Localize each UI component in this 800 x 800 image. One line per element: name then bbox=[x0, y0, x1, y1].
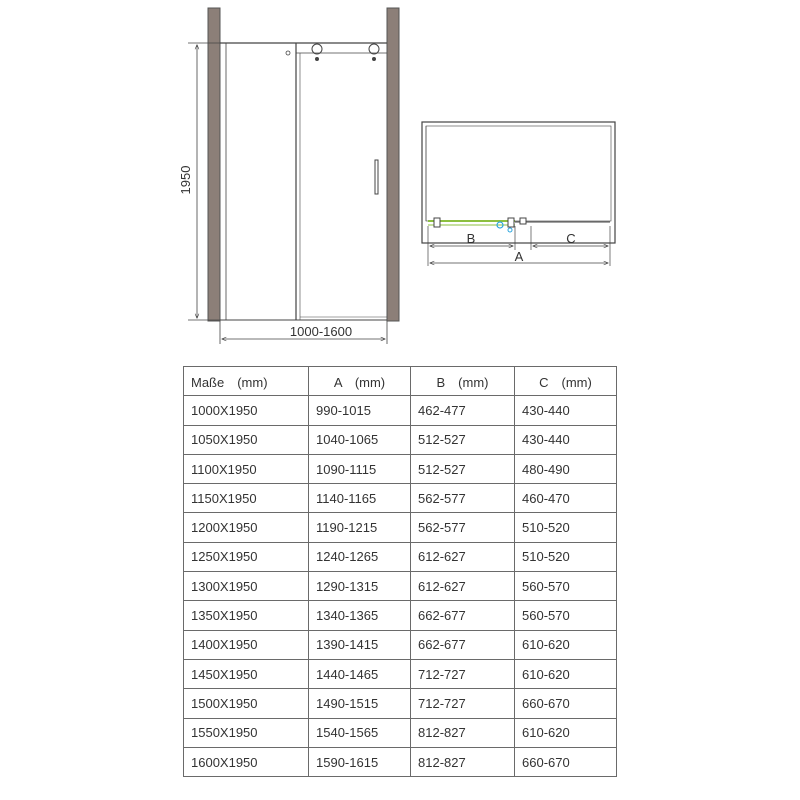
cell-c: 660-670 bbox=[515, 689, 617, 718]
cell-b: 512-527 bbox=[411, 425, 515, 454]
table-header-row bbox=[184, 367, 617, 396]
front-view bbox=[208, 8, 399, 321]
cell-a: 1590-1615 bbox=[309, 747, 411, 776]
table-row bbox=[184, 659, 617, 688]
cell-b: 462-477 bbox=[411, 396, 515, 425]
cell-c: 480-490 bbox=[515, 454, 617, 483]
cell-a: 1490-1515 bbox=[309, 689, 411, 718]
cell-b: 712-727 bbox=[411, 659, 515, 688]
width-label: 1000-1600 bbox=[289, 324, 353, 339]
cell-size: 1100X1950 bbox=[184, 454, 309, 483]
cell-size: 1400X1950 bbox=[184, 630, 309, 659]
left-wall bbox=[208, 8, 220, 321]
table-row bbox=[184, 396, 617, 425]
table-row bbox=[184, 718, 617, 747]
cell-c: 660-670 bbox=[515, 747, 617, 776]
cell-c: 430-440 bbox=[515, 396, 617, 425]
cell-a: 1440-1465 bbox=[309, 659, 411, 688]
cell-b: 612-627 bbox=[411, 572, 515, 601]
table-row bbox=[184, 425, 617, 454]
table-row bbox=[184, 513, 617, 542]
header-a: A (mm) bbox=[309, 367, 411, 396]
cell-size: 1000X1950 bbox=[184, 396, 309, 425]
cell-size: 1350X1950 bbox=[184, 601, 309, 630]
cell-b: 662-677 bbox=[411, 601, 515, 630]
cell-c: 510-520 bbox=[515, 513, 617, 542]
cell-size: 1250X1950 bbox=[184, 542, 309, 571]
cell-c: 610-620 bbox=[515, 630, 617, 659]
cell-c: 430-440 bbox=[515, 425, 617, 454]
table-row bbox=[184, 630, 617, 659]
table-row bbox=[184, 542, 617, 571]
cell-c: 460-470 bbox=[515, 484, 617, 513]
roller-right bbox=[369, 44, 379, 54]
cell-a: 1090-1115 bbox=[309, 454, 411, 483]
table-row bbox=[184, 454, 617, 483]
dimension-table bbox=[183, 366, 617, 777]
cell-a: 1540-1565 bbox=[309, 718, 411, 747]
technical-drawing bbox=[0, 0, 800, 360]
cell-b: 512-527 bbox=[411, 454, 515, 483]
cell-b: 712-727 bbox=[411, 689, 515, 718]
cell-a: 1040-1065 bbox=[309, 425, 411, 454]
cell-b: 562-577 bbox=[411, 513, 515, 542]
cell-c: 510-520 bbox=[515, 542, 617, 571]
cell-size: 1550X1950 bbox=[184, 718, 309, 747]
cell-c: 560-570 bbox=[515, 572, 617, 601]
cell-a: 990-1015 bbox=[309, 396, 411, 425]
height-label: 1950 bbox=[178, 165, 193, 195]
cell-size: 1150X1950 bbox=[184, 484, 309, 513]
cell-size: 1450X1950 bbox=[184, 659, 309, 688]
table-row bbox=[184, 484, 617, 513]
cell-c: 610-620 bbox=[515, 659, 617, 688]
cell-size: 1300X1950 bbox=[184, 572, 309, 601]
cell-a: 1340-1365 bbox=[309, 601, 411, 630]
cell-b: 612-627 bbox=[411, 542, 515, 571]
cell-size: 1500X1950 bbox=[184, 689, 309, 718]
cell-a: 1390-1415 bbox=[309, 630, 411, 659]
cell-c: 560-570 bbox=[515, 601, 617, 630]
cell-a: 1290-1315 bbox=[309, 572, 411, 601]
cell-a: 1140-1165 bbox=[309, 484, 411, 513]
table-row bbox=[184, 747, 617, 776]
cell-a: 1240-1265 bbox=[309, 542, 411, 571]
cell-a: 1190-1215 bbox=[309, 513, 411, 542]
cell-c: 610-620 bbox=[515, 718, 617, 747]
label-b: B bbox=[466, 231, 476, 246]
table-row bbox=[184, 689, 617, 718]
cell-b: 812-827 bbox=[411, 747, 515, 776]
header-size: Maße (mm) bbox=[184, 367, 309, 396]
cell-b: 812-827 bbox=[411, 718, 515, 747]
cell-size: 1050X1950 bbox=[184, 425, 309, 454]
cell-size: 1200X1950 bbox=[184, 513, 309, 542]
cell-size: 1600X1950 bbox=[184, 747, 309, 776]
header-b: B (mm) bbox=[411, 367, 515, 396]
table-row bbox=[184, 601, 617, 630]
label-a: A bbox=[514, 249, 524, 264]
plan-view bbox=[422, 122, 615, 266]
cell-b: 662-677 bbox=[411, 630, 515, 659]
roller-left bbox=[312, 44, 322, 54]
cell-b: 562-577 bbox=[411, 484, 515, 513]
table-row bbox=[184, 572, 617, 601]
label-c: C bbox=[566, 231, 576, 246]
header-c: C (mm) bbox=[515, 367, 617, 396]
door-handle bbox=[375, 160, 378, 194]
right-wall bbox=[387, 8, 399, 321]
